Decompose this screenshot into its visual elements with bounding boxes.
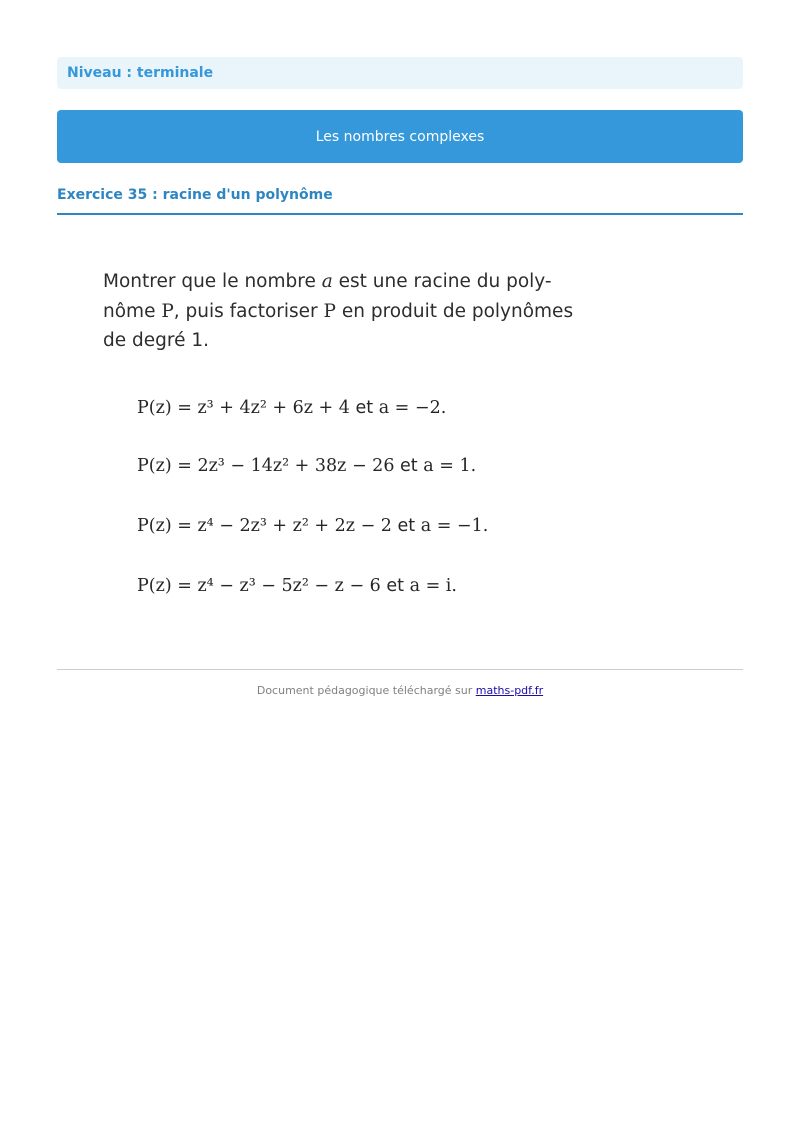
statement-var-p: P xyxy=(323,300,336,322)
exercise-title: Exercice 35 : racine d'un polynôme xyxy=(57,187,333,203)
footer xyxy=(57,684,743,697)
equation-lhs: P(z) = xyxy=(137,456,198,476)
equation-et: et xyxy=(349,398,379,418)
equation-root: a = −1. xyxy=(420,516,489,536)
equation-2 xyxy=(137,456,476,476)
equation-et: et xyxy=(394,456,424,476)
chapter-title-banner xyxy=(57,110,743,163)
equation-4 xyxy=(137,576,457,596)
equation-lhs: P(z) = xyxy=(137,516,198,536)
statement-text: , puis factoriser xyxy=(173,300,324,322)
statement-text: Montrer que le nombre xyxy=(103,271,322,292)
equation-root: a = −2. xyxy=(378,398,447,418)
statement-var-a: a xyxy=(321,271,333,292)
statement-text: de degré 1. xyxy=(103,330,209,351)
equation-root: a = 1. xyxy=(423,456,477,476)
statement-text: nôme xyxy=(103,300,162,322)
equation-root: a = i. xyxy=(409,576,457,596)
statement-var-p: P xyxy=(161,300,174,322)
footer-divider xyxy=(57,669,743,670)
equation-polynomial: 2z³ − 14z² + 38z − 26 xyxy=(197,456,395,476)
exercise-statement xyxy=(103,267,593,356)
chapter-title: Les nombres complexes xyxy=(315,128,485,145)
equation-polynomial: z³ + 4z² + 6z + 4 xyxy=(197,398,350,418)
statement-text: est une racine du poly- xyxy=(332,271,552,292)
level-label: Niveau : terminale xyxy=(67,65,214,81)
equation-lhs: P(z) = xyxy=(137,398,198,418)
footer-text: Document pédagogique téléchargé sur xyxy=(256,684,476,697)
equation-et: et xyxy=(391,516,421,536)
level-banner xyxy=(57,57,743,89)
statement-text: en produit de polynômes xyxy=(335,300,574,322)
equation-polynomial: z⁴ − 2z³ + z² + 2z − 2 xyxy=(197,516,392,536)
exercise-heading xyxy=(57,186,743,215)
equation-1 xyxy=(137,398,446,418)
equation-lhs: P(z) = xyxy=(137,576,198,596)
equation-et: et xyxy=(380,576,410,596)
equation-polynomial: z⁴ − z³ − 5z² − z − 6 xyxy=(197,576,381,596)
equation-3 xyxy=(137,516,488,536)
exercise-image xyxy=(80,255,600,625)
footer-link[interactable]: maths-pdf.fr xyxy=(475,684,544,697)
